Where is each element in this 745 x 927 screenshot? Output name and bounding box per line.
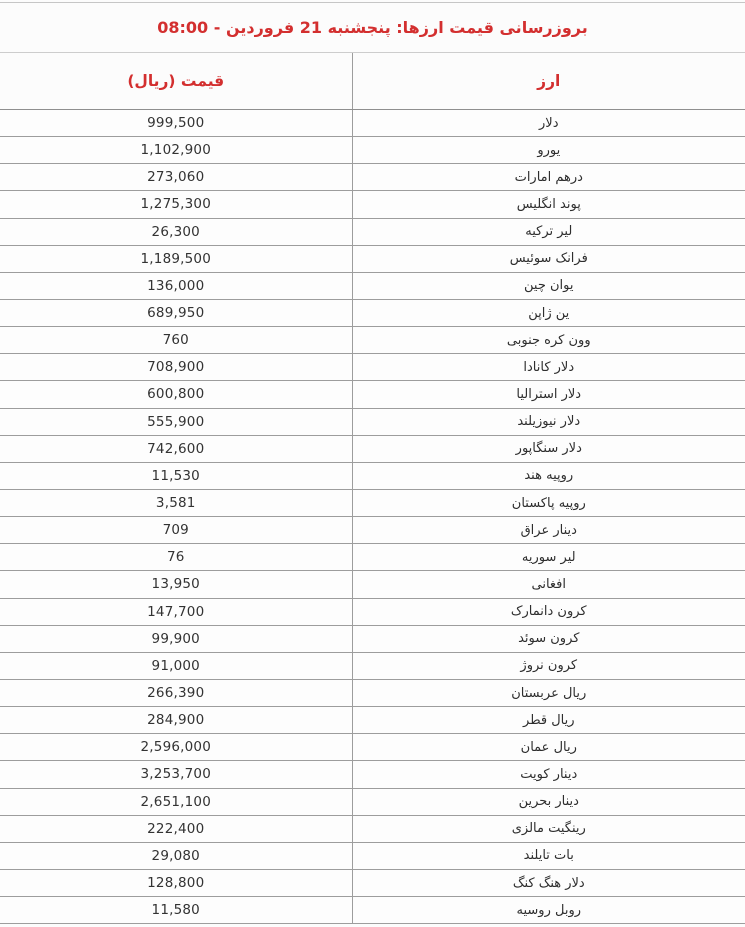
price-value-cell: 284,900 [0, 707, 352, 734]
price-value-cell: 222,400 [0, 815, 352, 842]
currency-name-cell: ریال عمان [352, 734, 745, 761]
table-row [0, 164, 745, 191]
price-value-cell: 99,900 [0, 625, 352, 652]
currency-name-cell: لیر ترکیه [352, 218, 745, 245]
table-row [0, 598, 745, 625]
price-value-cell: 13,950 [0, 571, 352, 598]
price-value-cell: 147,700 [0, 598, 352, 625]
table-row [0, 110, 745, 137]
currency-name-cell: روپیه هند [352, 462, 745, 489]
currency-name-cell: ریال عربستان [352, 679, 745, 706]
table-row [0, 191, 745, 218]
price-value-cell: 91,000 [0, 652, 352, 679]
table-row [0, 408, 745, 435]
rates-table-body [0, 110, 745, 924]
price-value-cell: 1,102,900 [0, 137, 352, 164]
table-row [0, 327, 745, 354]
table-row [0, 354, 745, 381]
table-row [0, 761, 745, 788]
title-row [0, 3, 745, 53]
currency-name-cell: دلار [352, 110, 745, 137]
price-value-cell: 708,900 [0, 354, 352, 381]
currency-name-cell: روپیه پاکستان [352, 489, 745, 516]
table-row [0, 897, 745, 924]
currency-name-cell: پوند انگلیس [352, 191, 745, 218]
currency-name-cell: بات تایلند [352, 842, 745, 869]
table-row [0, 137, 745, 164]
price-value-cell: 11,530 [0, 462, 352, 489]
table-row [0, 625, 745, 652]
table-row [0, 869, 745, 896]
currency-rates-table [0, 2, 745, 924]
price-value-cell: 128,800 [0, 869, 352, 896]
currency-name-cell: یورو [352, 137, 745, 164]
price-value-cell: 3,581 [0, 489, 352, 516]
currency-name-cell: کرون دانمارک [352, 598, 745, 625]
table-row [0, 489, 745, 516]
price-value-cell: 555,900 [0, 408, 352, 435]
price-value-cell: 999,500 [0, 110, 352, 137]
table-row [0, 679, 745, 706]
currency-name-cell: دینار عراق [352, 517, 745, 544]
currency-name-cell: افغانی [352, 571, 745, 598]
page-title: بروزرسانی قیمت ارزها: پنجشنبه 21 فروردین - 08:00 [0, 3, 745, 53]
table-row [0, 842, 745, 869]
price-value-cell: 3,253,700 [0, 761, 352, 788]
price-value-cell: 136,000 [0, 272, 352, 299]
table-row [0, 707, 745, 734]
price-value-cell: 600,800 [0, 381, 352, 408]
currency-name-cell: دینار کویت [352, 761, 745, 788]
price-value-cell: 11,580 [0, 897, 352, 924]
currency-name-cell: دلار سنگاپور [352, 435, 745, 462]
price-value-cell: 2,651,100 [0, 788, 352, 815]
currency-name-cell: ین ژاپن [352, 299, 745, 326]
table-row [0, 734, 745, 761]
currency-name-cell: روبل روسیه [352, 897, 745, 924]
currency-name-cell: رینگیت مالزی [352, 815, 745, 842]
currency-name-cell: لیر سوریه [352, 544, 745, 571]
currency-name-cell: کرون نروژ [352, 652, 745, 679]
table-row [0, 815, 745, 842]
price-value-cell: 742,600 [0, 435, 352, 462]
price-value-cell: 273,060 [0, 164, 352, 191]
currency-name-cell: فرانک سوئیس [352, 245, 745, 272]
currency-name-cell: دلار نیوزیلند [352, 408, 745, 435]
price-value-cell: 1,189,500 [0, 245, 352, 272]
price-value-cell: 760 [0, 327, 352, 354]
table-row [0, 462, 745, 489]
table-row [0, 652, 745, 679]
price-value-cell: 2,596,000 [0, 734, 352, 761]
currency-name-cell: یوان چین [352, 272, 745, 299]
currency-name-cell: دلار هنگ کنگ [352, 869, 745, 896]
table-row [0, 517, 745, 544]
price-value-cell: 26,300 [0, 218, 352, 245]
currency-name-cell: ریال قطر [352, 707, 745, 734]
table-row [0, 272, 745, 299]
price-value-cell: 266,390 [0, 679, 352, 706]
price-value-cell: 1,275,300 [0, 191, 352, 218]
price-value-cell: 689,950 [0, 299, 352, 326]
table-row [0, 571, 745, 598]
price-value-cell: 709 [0, 517, 352, 544]
table-row [0, 788, 745, 815]
table-row [0, 435, 745, 462]
currency-name-cell: درهم امارات [352, 164, 745, 191]
table-row [0, 381, 745, 408]
table-row [0, 245, 745, 272]
table-row [0, 299, 745, 326]
currency-name-cell: دلار استرالیا [352, 381, 745, 408]
table-row [0, 218, 745, 245]
column-header-currency: ارز [352, 53, 745, 110]
currency-name-cell: وون کره جنوبی [352, 327, 745, 354]
table-row [0, 544, 745, 571]
price-value-cell: 29,080 [0, 842, 352, 869]
column-header-price: قیمت (ریال) [0, 53, 352, 110]
column-header-row [0, 53, 745, 110]
currency-name-cell: کرون سوئد [352, 625, 745, 652]
price-value-cell: 76 [0, 544, 352, 571]
currency-name-cell: دینار بحرین [352, 788, 745, 815]
currency-name-cell: دلار کانادا [352, 354, 745, 381]
